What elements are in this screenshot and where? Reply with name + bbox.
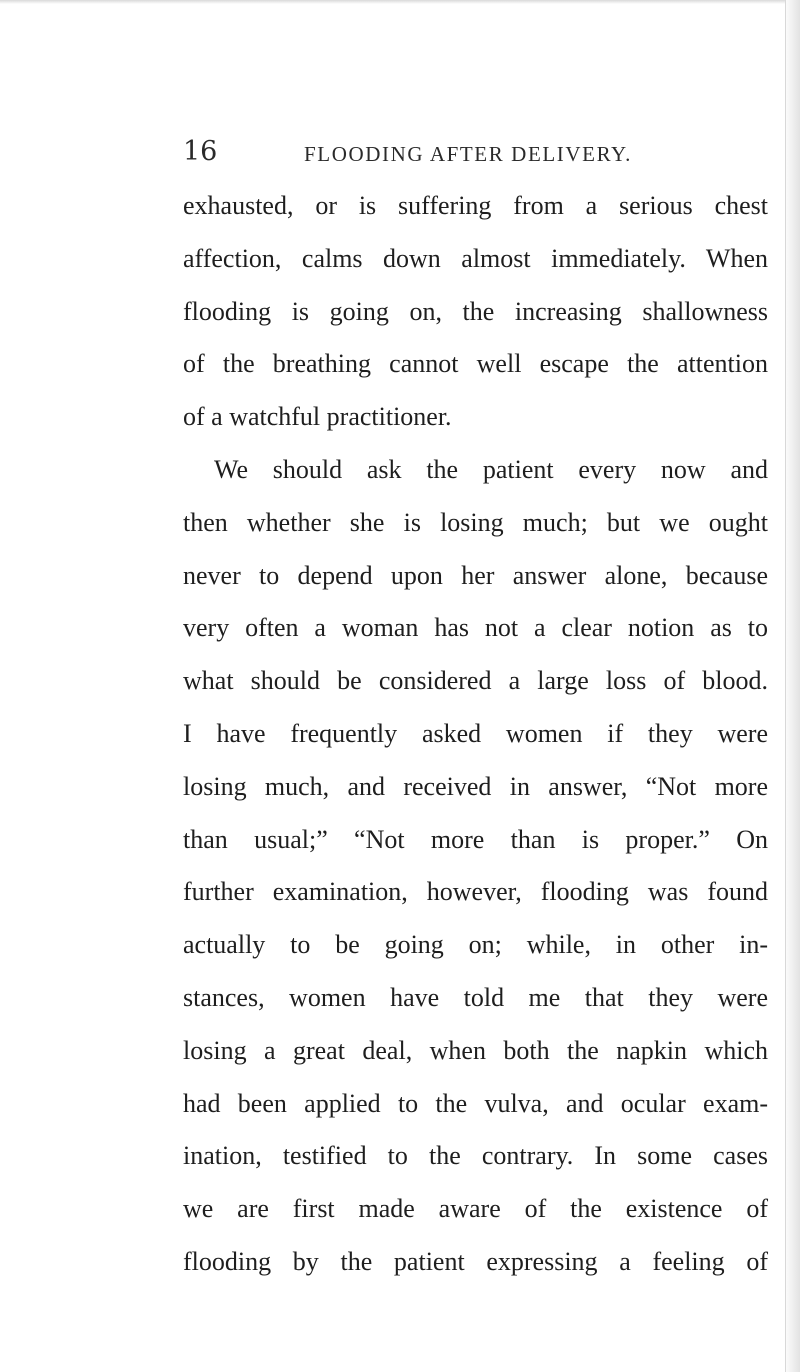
page-top-edge <box>0 0 800 4</box>
text-line: actually to be going on; while, in other in- <box>183 930 768 960</box>
page-number: 16 <box>183 136 218 167</box>
text-line: flooding is going on, the increasing shallowness <box>183 296 768 326</box>
text-line: ination, testified to the contrary. In some cases <box>183 1141 768 1171</box>
text-line: we are first made aware of the existence of <box>183 1194 768 1224</box>
text-line: then whether she is losing much; but we ought <box>183 507 768 537</box>
page-right-edge <box>785 0 800 1372</box>
text-line: exhausted, or is suffering from a serious chest <box>183 191 768 220</box>
text-line: affection, calms down almost immediately. When <box>183 243 768 273</box>
text-line: losing much, and received in answer, “Not more <box>183 771 768 801</box>
running-title: FLOODING AFTER DELIVERY. <box>304 142 632 166</box>
text-line: flooding by the patient expressing a feeling of <box>183 1246 768 1276</box>
text-line: losing a great deal, when both the napkin which <box>183 1035 768 1065</box>
text-line: had been applied to the vulva, and ocular exam- <box>183 1088 768 1118</box>
text-line: further examination, however, flooding was found <box>183 877 768 907</box>
text-line: We should ask the patient every now and <box>214 454 768 484</box>
body-text <box>183 180 768 1289</box>
text-line: what should be considered a large loss of blood. <box>183 666 768 696</box>
text-line: I have frequently asked women if they were <box>183 718 768 748</box>
text-line: of the breathing cannot well escape the attention <box>183 349 768 379</box>
text-line: never to depend upon her answer alone, because <box>183 560 768 590</box>
running-head <box>0 132 800 172</box>
text-line: very often a woman has not a clear notion as to <box>183 613 768 643</box>
text-line: of a watchful practitioner. <box>183 402 452 432</box>
text-line: stances, women have told me that they were <box>183 982 768 1012</box>
text-line: than usual;” “Not more than is proper.” On <box>183 824 768 854</box>
